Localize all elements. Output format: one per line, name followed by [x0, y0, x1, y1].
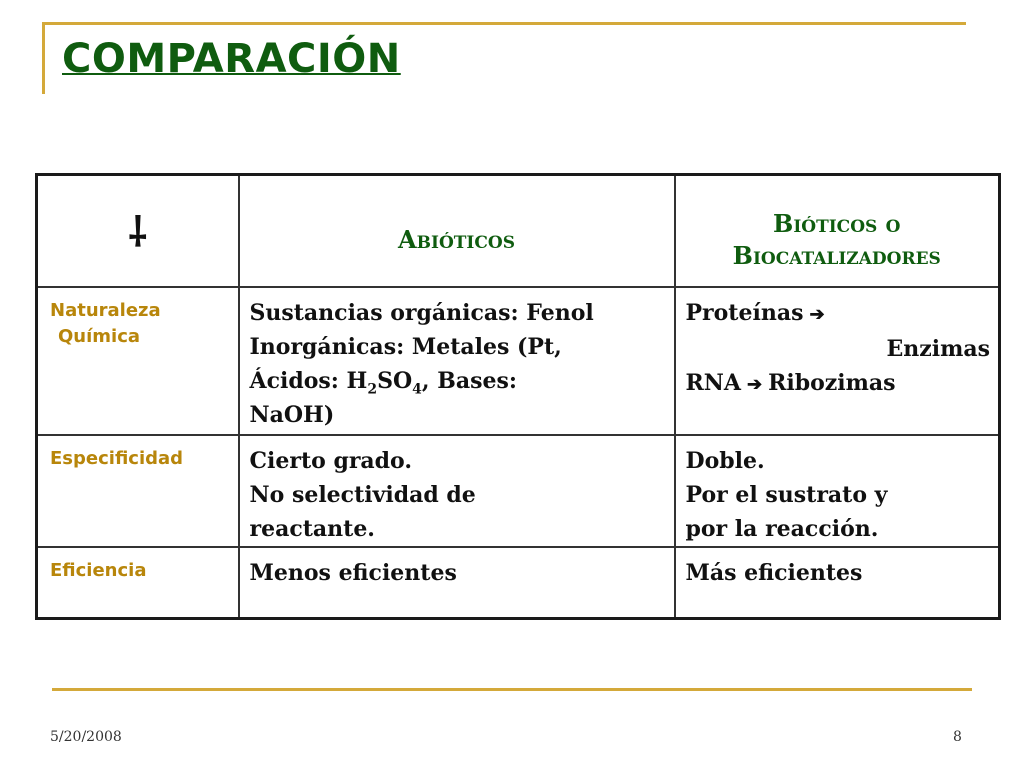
cell-text: Inorgánicas: Metales (Pt,	[249, 333, 562, 360]
row-label-eficiencia	[37, 547, 239, 619]
header-bioticos-line1: Bióticos o	[773, 208, 901, 238]
row-label-line2: Química	[58, 325, 141, 347]
row-label-line1: Especificidad	[50, 447, 184, 469]
cell-text-line	[686, 366, 991, 402]
cell-text: NaOH)	[249, 401, 335, 428]
table-row	[37, 287, 1000, 435]
cell-bioticos-eficiencia	[675, 547, 1000, 619]
cell-text: RNA	[685, 369, 741, 396]
table-header-row	[37, 175, 1000, 287]
footer-date: 5/20/2008	[50, 729, 122, 745]
cell-text: Doble.	[685, 447, 765, 474]
row-label-naturaleza	[37, 287, 239, 435]
cell-text: No selectividad de	[249, 481, 476, 508]
cell-text: Ribozimas	[768, 369, 896, 396]
table-row	[37, 547, 1000, 619]
cell-text: Por el sustrato y	[685, 481, 888, 508]
formula-part: SO	[377, 367, 413, 394]
cell-text: Sustancias orgánicas: Fenol	[249, 299, 594, 326]
cell-text: Más eficientes	[685, 559, 863, 586]
cell-abioticos-eficiencia	[239, 547, 675, 619]
frame-top-line	[42, 22, 966, 25]
header-bioticos-line2: Biocatalizadores	[732, 240, 941, 270]
row-label-especificidad	[37, 435, 239, 547]
row-label-line1: Naturaleza	[50, 299, 161, 321]
formula-subscript: 4	[412, 380, 422, 397]
row-label-line1: Eficiencia	[50, 559, 147, 581]
cell-abioticos-especificidad	[239, 435, 675, 547]
page-number: 8	[953, 729, 962, 745]
formula-part: Ácidos: H	[249, 367, 368, 394]
header-symbol-cell	[37, 175, 239, 287]
cell-text: Menos eficientes	[249, 559, 457, 586]
frame-bottom-line	[52, 688, 972, 691]
cell-text: reactante.	[249, 515, 375, 542]
cell-text: Proteínas	[685, 299, 804, 326]
formula-subscript: 2	[367, 380, 378, 397]
header-abioticos: Abióticos	[239, 175, 675, 287]
cell-abioticos-naturaleza	[239, 287, 675, 435]
cell-text-line	[686, 296, 991, 332]
cell-text: por la reacción.	[685, 515, 879, 542]
cell-text-formula	[250, 364, 666, 398]
arrow-right-icon: ➔	[746, 373, 763, 395]
formula-part: , Bases:	[421, 367, 517, 394]
slide-title: COMPARACIÓN	[62, 36, 401, 82]
cell-text: Cierto grado.	[249, 447, 413, 474]
cross-symbol-icon: ⸸	[128, 210, 148, 257]
cell-bioticos-naturaleza	[675, 287, 1000, 435]
comparison-table	[35, 173, 1001, 620]
cell-bioticos-especificidad	[675, 435, 1000, 547]
cell-text: Enzimas	[886, 335, 990, 362]
header-bioticos	[675, 175, 1000, 287]
table-row	[37, 435, 1000, 547]
arrow-right-icon: ➔	[809, 303, 825, 325]
frame-left-line	[42, 22, 45, 94]
